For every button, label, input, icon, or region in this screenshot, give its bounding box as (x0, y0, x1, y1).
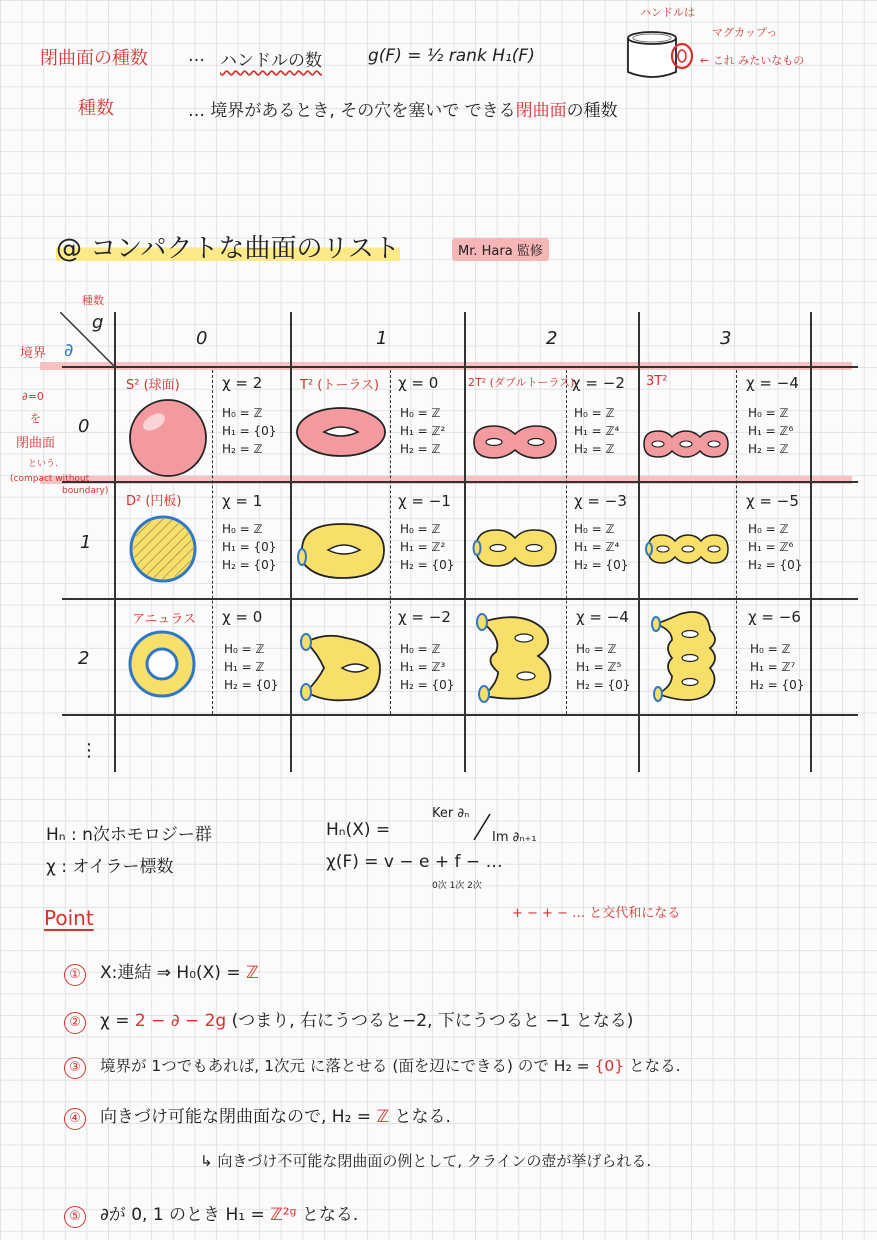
h0: H₀ = ℤ (748, 406, 789, 420)
cell-homology-1-3 (748, 520, 802, 574)
h0: H₀ = ℤ (222, 406, 263, 420)
cell-homology-0-1 (400, 404, 445, 458)
cell-homology-0-0 (222, 404, 276, 458)
h1: H₁ = ℤ (224, 660, 265, 674)
side-note-4: という. (28, 459, 58, 469)
hn-formula-lhs: Hₙ(X) = (326, 820, 391, 840)
genus-def-highlight: 閉曲面 (515, 101, 567, 121)
genus-term: 種数 (78, 98, 114, 119)
twice-punctured-double-torus-icon (472, 608, 562, 704)
cell-chi-0-1: χ = 0 (398, 374, 439, 392)
genus-closed-term: 閉曲面の種数 (40, 48, 148, 69)
torus-icon (294, 404, 388, 460)
corner-boundary-label: 境界 (20, 346, 47, 361)
twice-punctured-torus-icon (296, 622, 386, 708)
h0: H₀ = ℤ (400, 642, 441, 656)
point-red-2: 2 − ∂ − 2g (134, 1011, 227, 1031)
klein-bottle-note: ↳ 向きづけ不可能な閉曲面の例として, クラインの壺が挙げられる. (200, 1152, 652, 1170)
double-torus-icon (470, 422, 560, 462)
hn-formula-num: Ker ∂ₙ (432, 806, 470, 821)
twice-punctured-triple-torus-icon (648, 604, 724, 708)
cell-name-2-0: アニュラス (132, 612, 196, 627)
hn-definition: Hₙ : n次ホモロジー群 (46, 825, 212, 845)
chi-formula-sub: 0次 1次 2次 (432, 881, 482, 891)
point-item-5 (64, 1200, 358, 1228)
chi-definition: χ : オイラー標数 (46, 857, 174, 877)
point-number-1: ① (64, 964, 86, 986)
h2: H₂ = {0} (576, 678, 631, 692)
point-text-5: ∂が 0, 1 のとき H₁ = (100, 1205, 265, 1225)
table-hline (62, 481, 858, 483)
h2: H₂ = {0} (400, 678, 455, 692)
h0: H₀ = ℤ (576, 642, 617, 656)
disk-icon (128, 514, 198, 584)
cell-name-0-2: 2T² (ダブルトーラス) (468, 376, 575, 389)
cell-chi-1-0: χ = 1 (222, 492, 263, 510)
fraction-slash (470, 812, 494, 844)
point-number-3: ③ (64, 1057, 86, 1079)
h1: H₁ = ℤ⁴ (574, 424, 620, 438)
cell-homology-2-1 (400, 640, 454, 694)
point-item-3 (64, 1054, 681, 1079)
point-red-4: ℤ (376, 1107, 390, 1127)
point-rest-5: となる. (301, 1205, 359, 1225)
h0: H₀ = ℤ (748, 522, 789, 536)
h2: H₂ = {0} (574, 558, 629, 572)
h2: H₂ = ℤ (748, 442, 789, 456)
mug-icon (622, 20, 702, 82)
h2: H₂ = {0} (222, 558, 277, 572)
point-item-4 (64, 1102, 451, 1130)
h1: H₁ = {0} (222, 540, 277, 554)
table-vline (464, 312, 466, 772)
sphere-icon (126, 398, 210, 478)
cell-chi-2-0: χ = 0 (222, 608, 263, 626)
h1: H₁ = ℤ⁵ (576, 660, 622, 674)
h0: H₀ = ℤ (224, 642, 265, 656)
h2: H₂ = ℤ (400, 442, 441, 456)
corner-boundary-symbol: ∂ (64, 340, 74, 361)
h1: H₁ = ℤ⁶ (748, 540, 794, 554)
section-title-text: @ コンパクトな曲面のリスト (56, 234, 400, 264)
table-vline (810, 312, 812, 772)
row-header-3: ⋮ (80, 740, 98, 761)
h2: H₂ = ℤ (574, 442, 615, 456)
side-note-2: を (30, 412, 41, 425)
cell-divider (390, 370, 391, 714)
col-header-2: 2 (546, 328, 558, 349)
point-rest-3: となる. (629, 1057, 681, 1075)
handle-count-text: ハンドルの数 (220, 51, 322, 71)
mug-note-3: ← これ みたいなもの (700, 54, 805, 67)
cell-divider (566, 370, 567, 714)
point-text-4: 向きづけ可能な閉曲面なので, H₂ = (100, 1107, 372, 1127)
annulus-icon (126, 628, 198, 700)
genus-closed-ellipsis: … (188, 46, 205, 66)
cell-homology-1-2 (574, 520, 628, 574)
chi-formula: χ(F) = v − e + f − … (326, 852, 503, 872)
point-red-5: ℤ²ᵍ (270, 1205, 297, 1225)
h1: H₁ = ℤ⁶ (748, 424, 794, 438)
cell-homology-1-1 (400, 520, 454, 574)
h2: H₂ = ℤ (222, 442, 263, 456)
mug-note-2: マグカップっ (712, 26, 778, 39)
point-text-3: 境界が 1つでもあれば, 1次元 に落とせる (面を辺にできる) ので H₂ = (100, 1057, 590, 1075)
point-item-2 (64, 1006, 633, 1034)
genus-def-suffix: の種数 (566, 101, 618, 121)
cell-homology-0-3 (748, 404, 793, 458)
cell-homology-2-2 (576, 640, 630, 694)
h0: H₀ = ℤ (750, 642, 791, 656)
punctured-torus-icon (294, 520, 388, 582)
point-text-2: χ = (100, 1011, 130, 1031)
cell-chi-0-3: χ = −4 (746, 374, 799, 392)
h2: H₂ = {0} (224, 678, 279, 692)
point-red-3: {0} (594, 1057, 625, 1075)
h2: H₂ = {0} (748, 558, 803, 572)
point-number-5: ⑤ (64, 1206, 86, 1228)
col-header-3: 3 (720, 328, 732, 349)
h1: H₁ = ℤ² (400, 424, 446, 438)
cell-chi-2-1: χ = −2 (398, 608, 451, 626)
h2: H₂ = {0} (400, 558, 455, 572)
section-title (56, 228, 400, 265)
h0: H₀ = ℤ (400, 406, 441, 420)
h0: H₀ = ℤ (574, 406, 615, 420)
cell-name-0-1: T² (トーラス) (300, 378, 380, 393)
table-hline (62, 598, 858, 600)
triple-torus-icon (640, 426, 732, 462)
row-header-2: 2 (78, 648, 90, 669)
cell-chi-1-3: χ = −5 (746, 492, 799, 510)
point-item-1 (64, 958, 259, 986)
table-vline (114, 312, 116, 772)
table-hline (62, 366, 858, 368)
h0: H₀ = ℤ (400, 522, 441, 536)
punctured-double-torus-icon (470, 526, 560, 570)
cell-homology-1-0 (222, 520, 276, 574)
table-hline (62, 714, 858, 716)
cell-divider (212, 370, 213, 714)
genus-def (188, 96, 618, 121)
cell-name-0-3: 3T² (646, 374, 668, 389)
cell-divider (736, 370, 737, 714)
side-note-1: ∂=0 (22, 390, 44, 403)
col-header-1: 1 (376, 328, 388, 349)
h1: H₁ = ℤ³ (400, 660, 446, 674)
row-header-0: 0 (78, 416, 90, 437)
point-red-1: ℤ (246, 963, 259, 983)
cell-chi-1-1: χ = −1 (398, 492, 451, 510)
cell-homology-2-3 (750, 640, 804, 694)
genus-formula: g(F) = ½ rank H₁(F) (368, 46, 535, 66)
h0: H₀ = ℤ (222, 522, 263, 536)
point-text-1: X:連結 ⇒ H₀(X) = (100, 963, 241, 983)
punctured-triple-torus-icon (642, 530, 732, 568)
cell-homology-0-2 (574, 404, 619, 458)
h1: H₁ = ℤ⁴ (574, 540, 620, 554)
point-number-4: ④ (64, 1108, 86, 1130)
h2: H₂ = {0} (750, 678, 805, 692)
h1: H₁ = ℤ⁷ (750, 660, 796, 674)
h0: H₀ = ℤ (574, 522, 615, 536)
cell-chi-0-0: χ = 2 (222, 374, 263, 392)
cell-chi-0-2: χ = −2 (572, 374, 625, 392)
point-rest-2: (つまり, 右にうつると−2, 下にうつると −1 となる) (231, 1011, 634, 1031)
table-vline (638, 312, 640, 772)
cell-name-0-0: S² (球面) (126, 378, 180, 393)
cell-chi-2-3: χ = −6 (748, 608, 801, 626)
alternating-sum-note: + − + − … と交代和になる (512, 906, 681, 921)
supervisor-badge: Mr. Hara 監修 (452, 238, 549, 261)
mug-note-1: ハンドルは (640, 6, 695, 19)
hn-formula-den: Im ∂ₙ₊₁ (492, 830, 537, 845)
cell-name-1-0: D² (円板) (126, 494, 182, 509)
h1: H₁ = ℤ² (400, 540, 446, 554)
h1: H₁ = {0} (222, 424, 277, 438)
corner-genus-label: 種数 (82, 294, 104, 307)
point-rest-4: となる. (394, 1107, 451, 1127)
genus-def-prefix: … 境界があるとき, その穴を塞いで できる (188, 101, 516, 121)
side-note-5: (compact without (10, 474, 90, 484)
col-header-0: 0 (196, 328, 208, 349)
point-heading: Point (44, 906, 94, 930)
corner-g: g (92, 312, 104, 333)
side-note-3: 閉曲面 (16, 436, 56, 451)
cell-homology-2-0 (224, 640, 278, 694)
cell-chi-1-2: χ = −3 (574, 492, 627, 510)
cell-chi-2-2: χ = −4 (576, 608, 629, 626)
row-header-1: 1 (80, 532, 92, 553)
point-number-2: ② (64, 1012, 86, 1034)
table-vline (290, 312, 292, 772)
side-note-6: boundary) (62, 486, 109, 496)
